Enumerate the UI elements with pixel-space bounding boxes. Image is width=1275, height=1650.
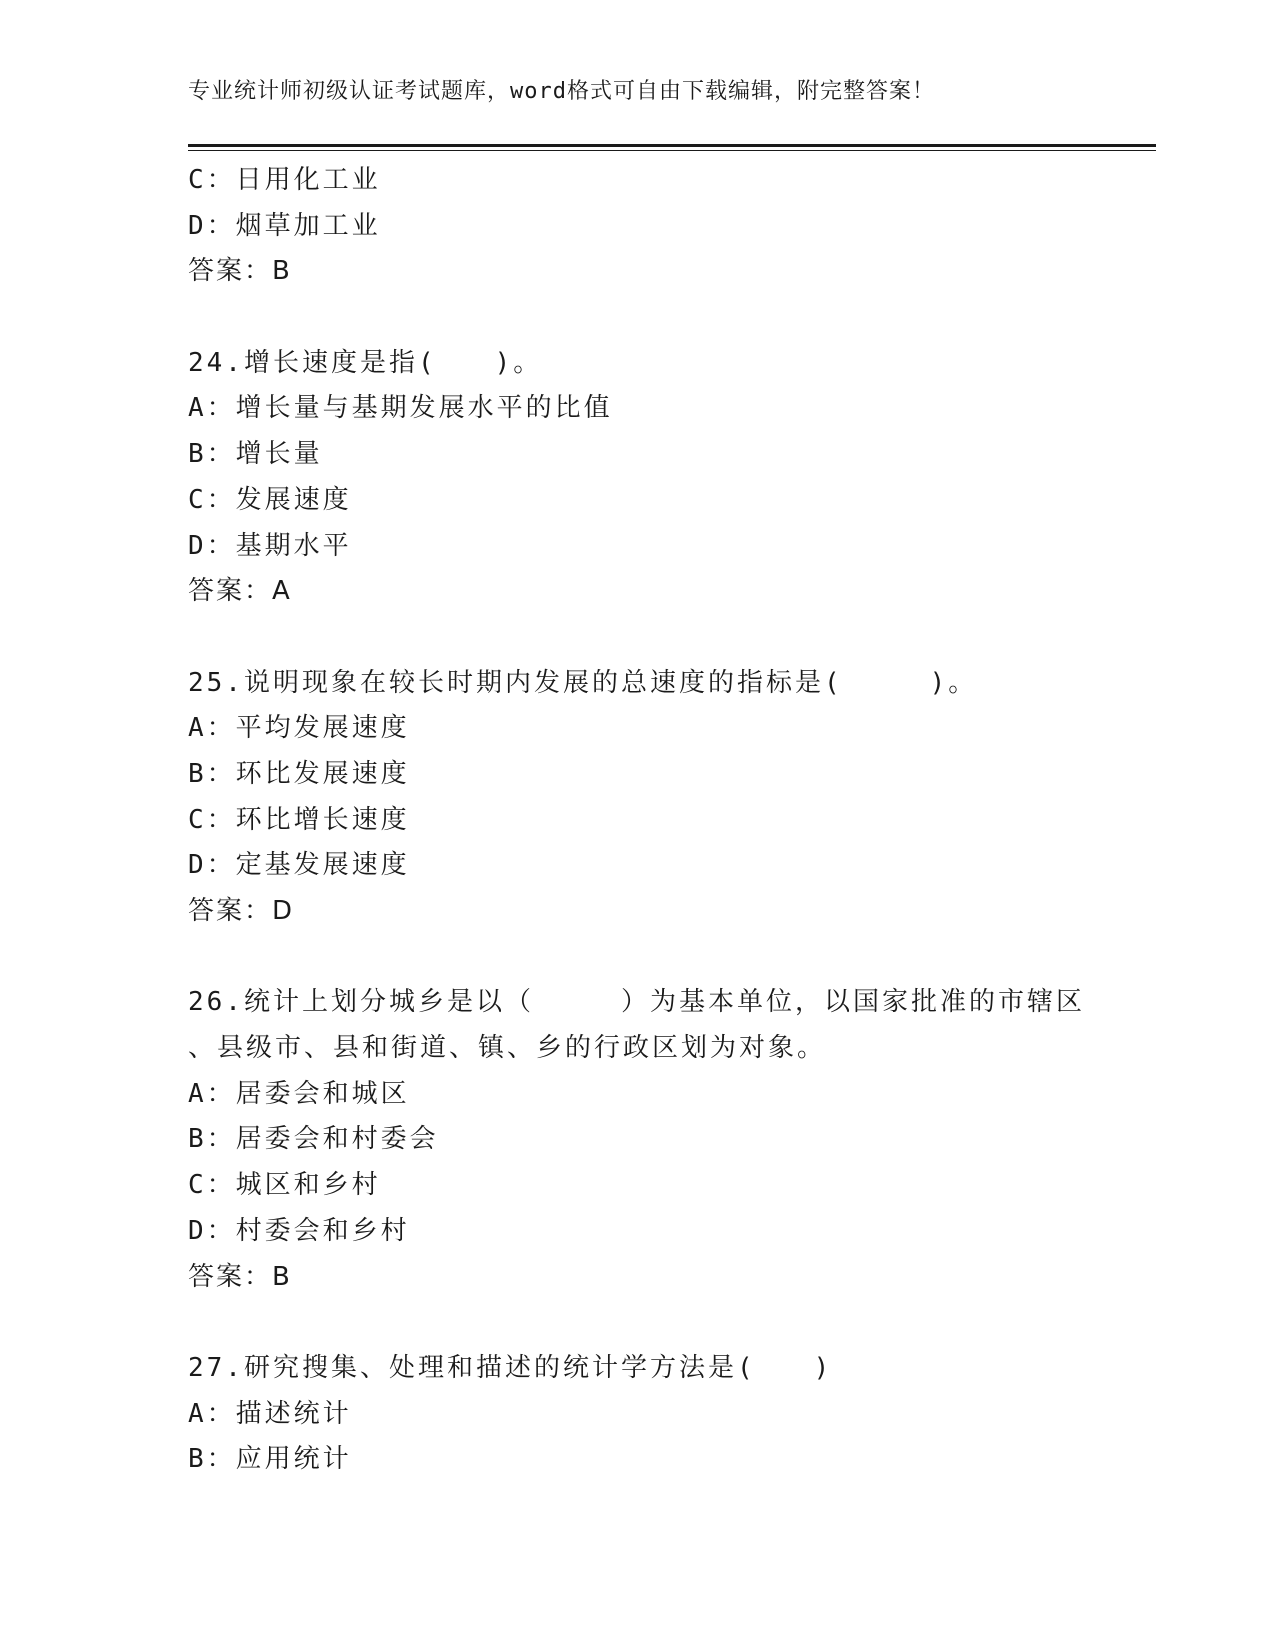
header-divider-thin [188, 150, 1156, 151]
option-d: D：烟草加工业 [188, 210, 381, 241]
question-stem-continued: 、县级市、县和街道、镇、乡的行政区划为对象。 [188, 1033, 827, 1064]
option-c: C：城区和乡村 [188, 1170, 381, 1201]
page-header: 专业统计师初级认证考试题库，word格式可自由下载编辑，附完整答案！ [188, 79, 935, 104]
option-c: C：发展速度 [188, 484, 352, 515]
question-list [188, 158, 1088, 1483]
option-a: A：描述统计 [188, 1398, 352, 1429]
question-stem: 27.研究搜集、处理和描述的统计学方法是( ) [188, 1352, 833, 1383]
spacer [188, 1300, 1088, 1346]
option-a: A：增长量与基期发展水平的比值 [188, 393, 613, 424]
question-stem: 25.说明现象在较长时期内发展的总速度的指标是( )。 [188, 667, 978, 698]
question-stem: 24.增长速度是指( )。 [188, 347, 543, 378]
question-24 [188, 341, 1088, 615]
option-c: C：环比增长速度 [188, 804, 410, 835]
option-b: B：增长量 [188, 439, 323, 470]
question-27 [188, 1346, 1088, 1483]
answer-line: 答案：D [188, 896, 295, 926]
question-stem: 26.统计上划分城乡是以（ ）为基本单位，以国家批准的市辖区 [188, 987, 1085, 1018]
option-d: D：基期水平 [188, 530, 352, 561]
answer-line: 答案：B [188, 256, 292, 287]
option-b: B：环比发展速度 [188, 758, 410, 789]
option-a: A：居委会和城区 [188, 1078, 410, 1109]
option-d: D：定基发展速度 [188, 850, 410, 881]
option-b: B：应用统计 [188, 1444, 352, 1475]
option-b: B：居委会和村委会 [188, 1124, 439, 1155]
header-divider-thick [188, 144, 1156, 147]
option-a: A：平均发展速度 [188, 713, 410, 744]
answer-line: 答案：B [188, 1261, 292, 1292]
answer-line: 答案：A [188, 576, 292, 607]
question-25 [188, 661, 1088, 935]
spacer [188, 615, 1088, 661]
option-d: D：村委会和乡村 [188, 1215, 410, 1246]
spacer [188, 935, 1088, 981]
question-26 [188, 980, 1088, 1300]
option-c: C：日用化工业 [188, 165, 381, 195]
spacer [188, 295, 1088, 341]
